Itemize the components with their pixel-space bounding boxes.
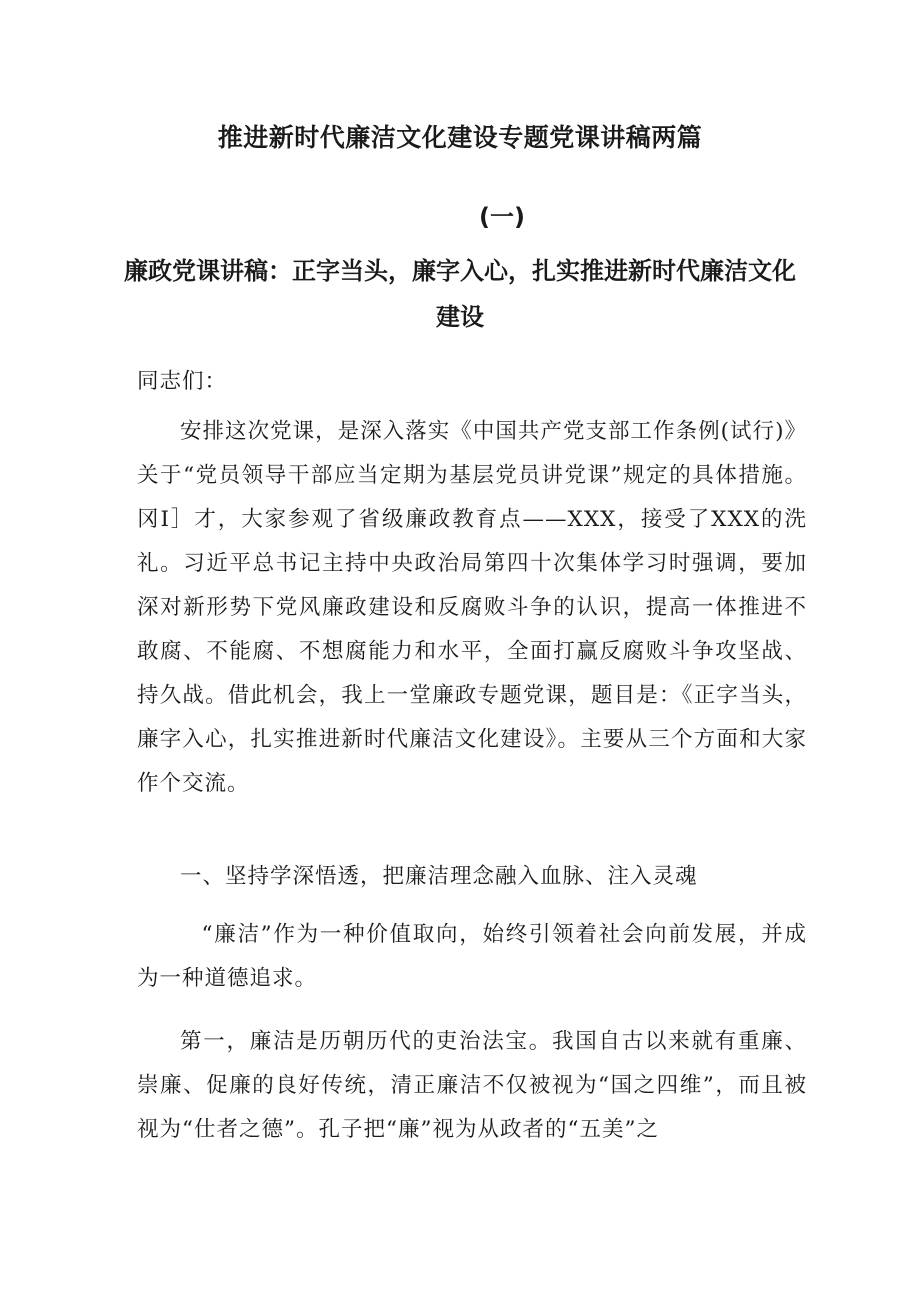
greeting: 同志们：: [137, 369, 228, 394]
document-subtitle: 廉政党课讲稿：正字当头，廉字入心，扎实推进新时代廉洁文化建设: [124, 257, 796, 331]
paragraph-intro: 安排这次党课，是深入落实《中国共产党支部工作条例(试行)》关于“党员领导干部应当定期为基层党员讲党课”规定的具体措施。冈I］才，大家参观了省级廉政教育点——XXX，接受了XXX的洗礼。习近平总书记主持中央政治局第四十次集体学习时强调，要加深对新形势下党风廉政建设和反腐败斗争的认识，提高一体推进不敢腐、不能腐、不想腐能力和水平，全面打赢反腐败斗争攻坚战、持久战。借此机会，我上一堂廉政专题党课，题目是：《正字当头，廉字入心，扎实推进新时代廉洁文化建设》。主要从三个方面和大家作个交流。: [137, 419, 807, 796]
section-heading-1: 一、坚持学深悟透，把廉洁理念融入血脉、注入灵魂: [180, 864, 698, 889]
paragraph-lianjie-value: “廉洁”作为一种价值取向，始终引领着社会向前发展，并成为一种道德追求。: [137, 922, 807, 991]
document-title: 推进新时代廉洁文化建设专题党课讲稿两篇: [217, 123, 703, 152]
paragraph-first-point: 第一，廉洁是历朝历代的吏治法宝。我国自古以来就有重廉、崇廉、促廉的良好传统，清正廉洁不仅被视为“国之四维”，而且被视为“仕者之德”。孔子把“廉”视为从政者的“五美”之: [137, 1029, 807, 1142]
section-number: (一): [479, 203, 525, 231]
